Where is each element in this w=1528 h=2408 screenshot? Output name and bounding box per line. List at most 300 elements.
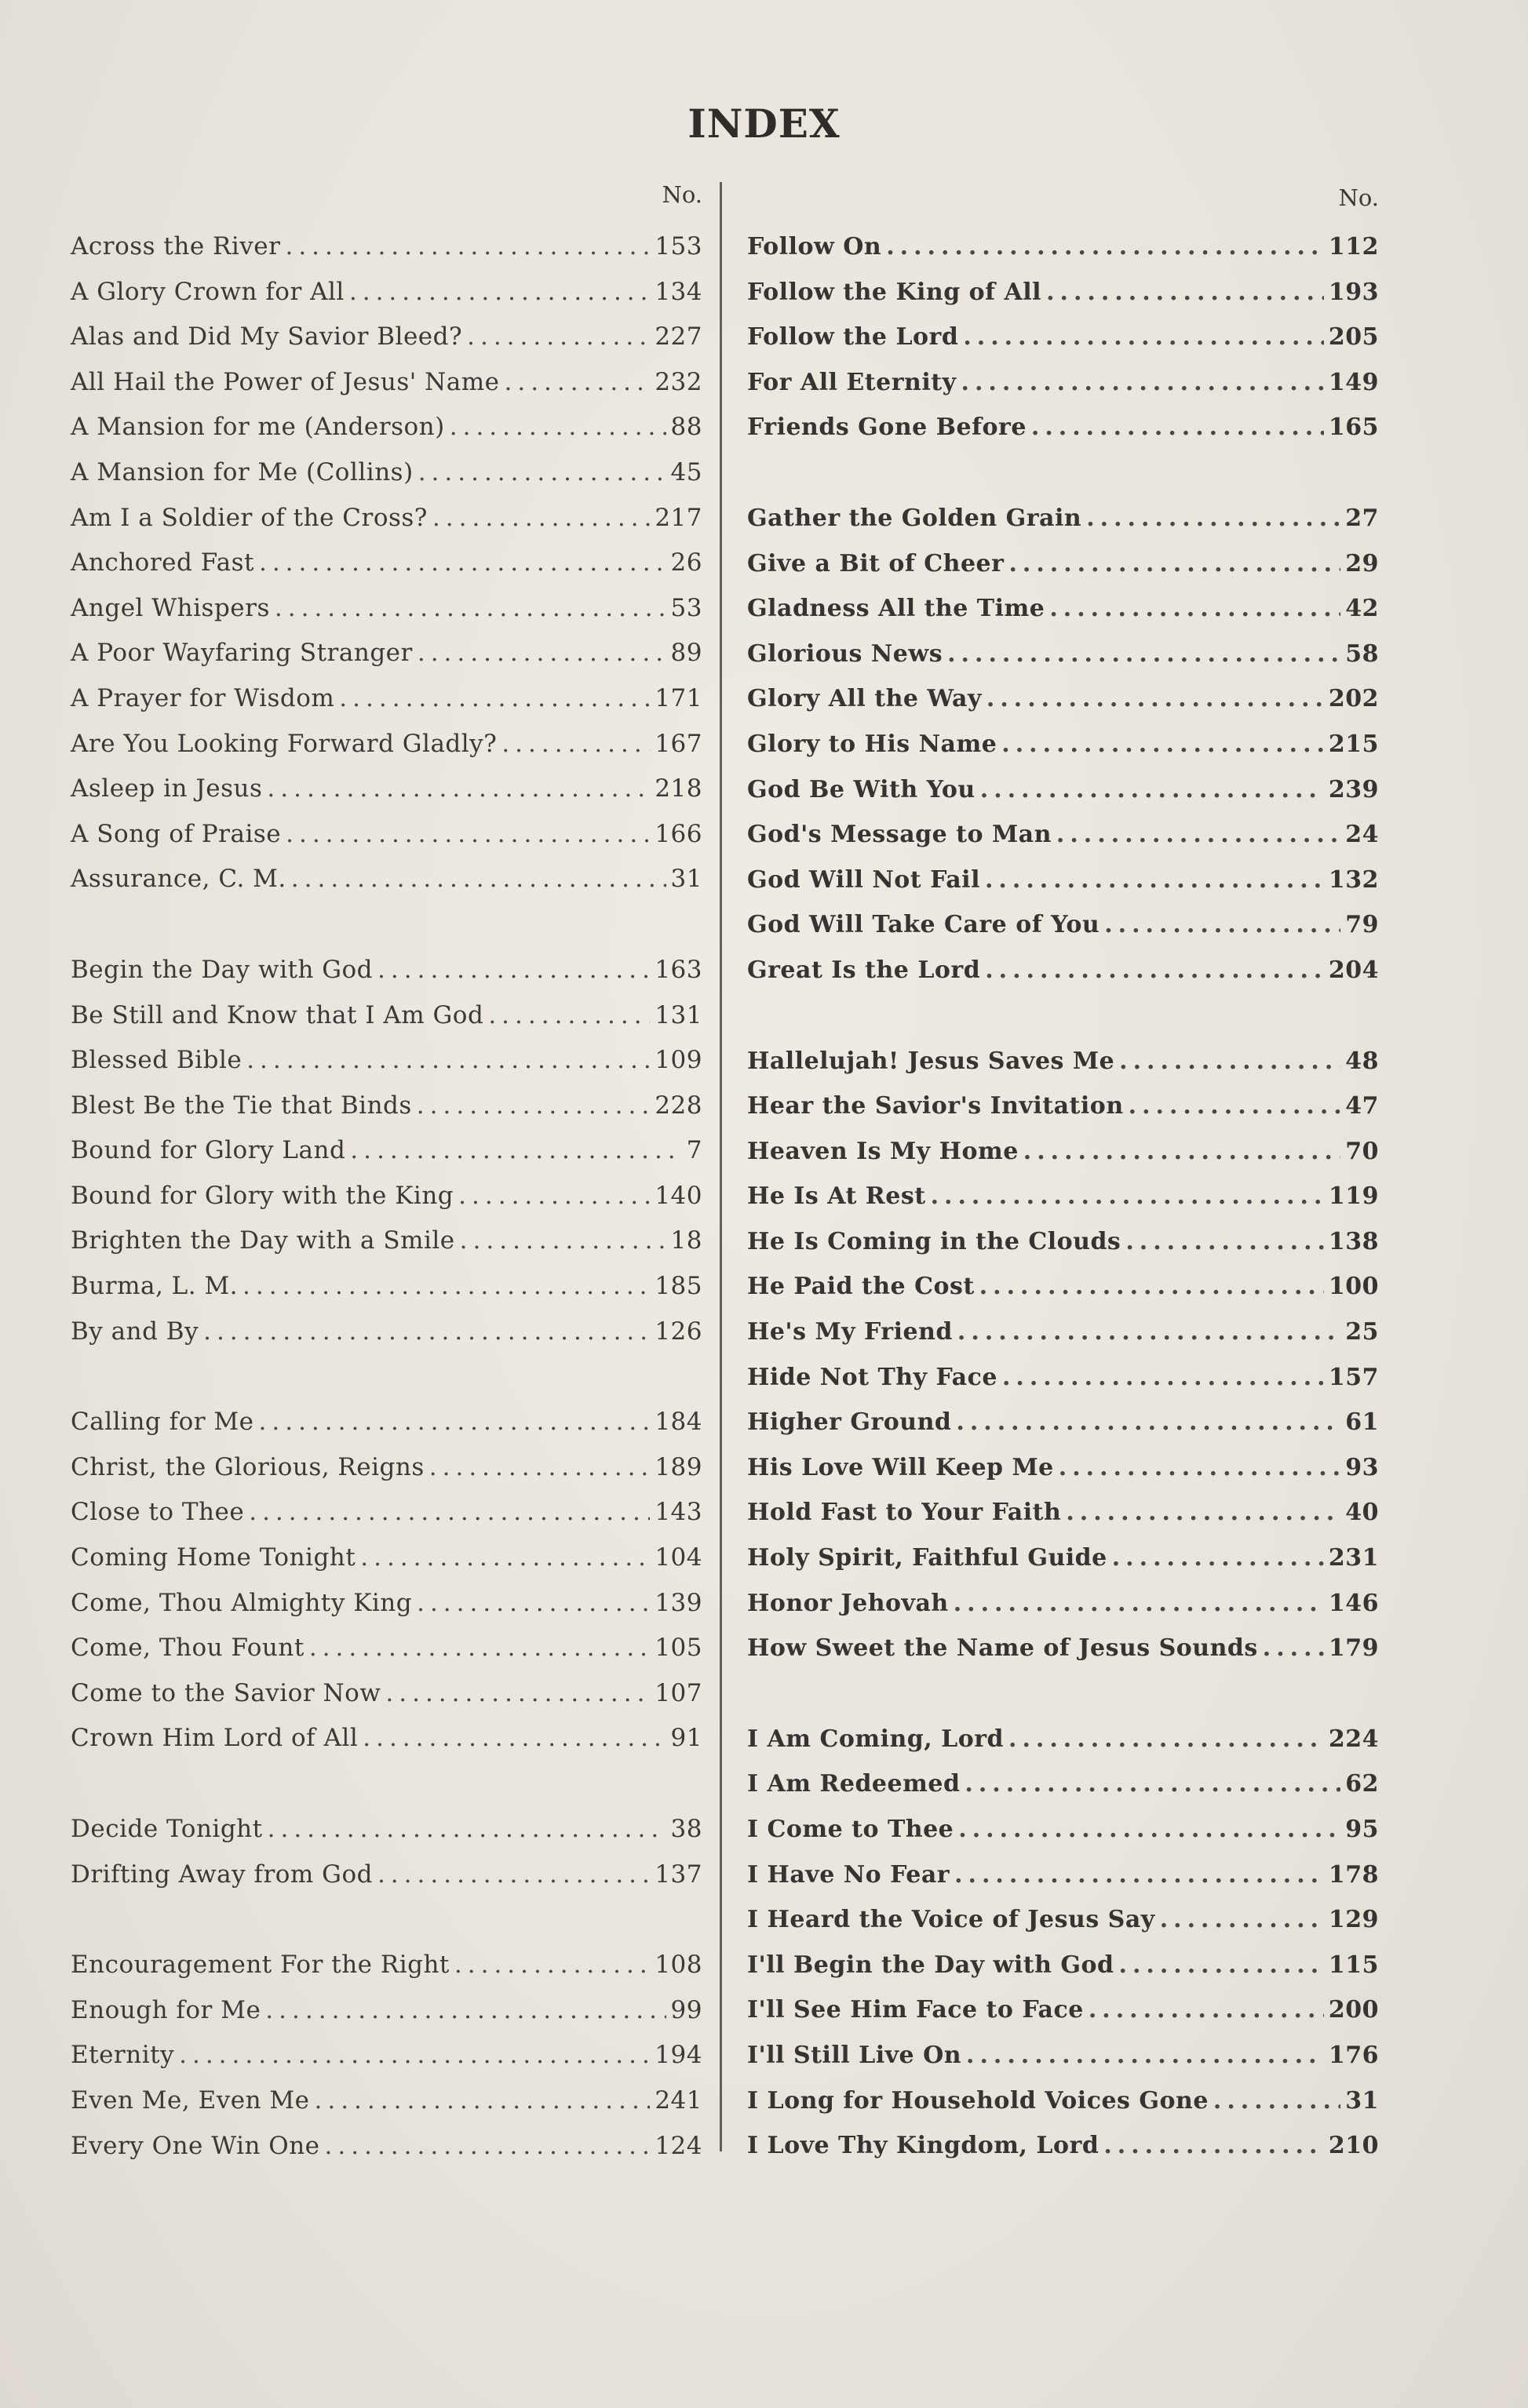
index-entry bbox=[71, 631, 702, 676]
hymn-title: A Prayer for Wisdom bbox=[71, 683, 335, 712]
index-letter-group bbox=[71, 1943, 702, 2169]
hymn-number: 239 bbox=[1328, 775, 1379, 803]
dot-leader bbox=[954, 1581, 1324, 1627]
index-entry bbox=[747, 586, 1379, 632]
index-entry bbox=[747, 1987, 1379, 2033]
hymn-number: 163 bbox=[655, 955, 702, 984]
dot-leader bbox=[1263, 1626, 1324, 1671]
hymn-title: A Glory Crown for All bbox=[71, 277, 345, 306]
hymn-title: Encouragement For the Right bbox=[71, 1951, 450, 1980]
index-entry bbox=[747, 1400, 1379, 1445]
dot-leader bbox=[325, 2124, 651, 2169]
index-entry bbox=[71, 1716, 702, 1761]
dot-leader bbox=[377, 948, 650, 993]
hymn-title: He Paid the Cost bbox=[747, 1273, 975, 1301]
hymn-title: His Love Will Keep Me bbox=[747, 1453, 1054, 1481]
dot-leader bbox=[947, 632, 1340, 677]
hymn-number: 171 bbox=[655, 683, 702, 712]
dot-leader bbox=[1008, 1717, 1324, 1762]
hymn-title: Gather the Golden Grain bbox=[747, 504, 1082, 532]
hymn-title: Every One Win One bbox=[71, 2131, 320, 2160]
dot-leader bbox=[418, 450, 666, 496]
dot-leader bbox=[458, 1174, 650, 1219]
column-divider bbox=[720, 182, 722, 2151]
hymn-title: I Come to Thee bbox=[747, 1816, 954, 1843]
hymn-title: Close to Thee bbox=[71, 1498, 245, 1527]
hymn-number: 149 bbox=[1328, 368, 1379, 396]
dot-leader bbox=[360, 1536, 650, 1581]
dot-leader bbox=[203, 1310, 650, 1355]
hymn-number: 115 bbox=[1328, 1951, 1379, 1979]
hymn-number: 178 bbox=[1328, 1860, 1379, 1889]
hymn-number: 200 bbox=[1328, 1996, 1379, 2024]
dot-leader bbox=[986, 676, 1324, 722]
index-entry bbox=[747, 1129, 1379, 1175]
hymn-title: He Is At Rest bbox=[747, 1182, 926, 1211]
index-entry bbox=[71, 1988, 702, 2034]
dot-leader bbox=[349, 270, 650, 315]
hymn-number: 124 bbox=[655, 2131, 702, 2160]
index-entry bbox=[747, 224, 1379, 270]
hymn-title: Come to the Savior Now bbox=[71, 1678, 381, 1707]
index-entry bbox=[71, 1310, 702, 1355]
index-entry bbox=[71, 676, 702, 722]
hymn-title: God Be With You bbox=[747, 775, 976, 803]
hymn-title: Hide Not Thy Face bbox=[747, 1363, 997, 1391]
hymn-title: Assurance, C. M. bbox=[71, 865, 286, 894]
hymn-title: Holy Spirit, Faithful Guide bbox=[747, 1544, 1107, 1572]
hymn-title: Glorious News bbox=[747, 639, 943, 668]
dot-leader bbox=[1046, 270, 1324, 315]
dot-leader bbox=[179, 2033, 650, 2078]
dot-leader bbox=[291, 857, 666, 902]
dot-leader bbox=[339, 676, 650, 722]
index-entry bbox=[71, 857, 702, 902]
hymn-title: Coming Home Tonight bbox=[71, 1543, 356, 1572]
index-entry bbox=[71, 1445, 702, 1491]
dot-leader bbox=[385, 1671, 650, 1717]
dot-leader bbox=[980, 767, 1324, 813]
index-entry bbox=[71, 1084, 702, 1129]
index-entry bbox=[71, 1128, 702, 1174]
hymn-number: 228 bbox=[655, 1091, 702, 1120]
dot-leader bbox=[1104, 902, 1340, 948]
index-entry bbox=[747, 1219, 1379, 1265]
hymn-number: 53 bbox=[670, 593, 702, 622]
hymn-title: Am I a Soldier of the Cross? bbox=[71, 503, 428, 532]
dot-leader bbox=[315, 2078, 651, 2124]
hymn-number: 62 bbox=[1345, 1770, 1379, 1798]
index-entry bbox=[747, 722, 1379, 767]
hymn-title: Begin the Day with God bbox=[71, 955, 374, 984]
dot-leader bbox=[417, 1084, 651, 1129]
index-entry bbox=[71, 224, 702, 270]
dot-leader bbox=[377, 1852, 650, 1898]
hymn-number: 189 bbox=[655, 1452, 702, 1481]
hymn-title: Anchored Fast bbox=[71, 548, 254, 577]
hymn-number: 70 bbox=[1345, 1137, 1379, 1165]
group-gap bbox=[71, 1761, 702, 1807]
group-gap bbox=[747, 450, 1379, 496]
hymn-number: 126 bbox=[655, 1317, 702, 1346]
hymn-number: 129 bbox=[1328, 1906, 1379, 1934]
hymn-title: Drifting Away from God bbox=[71, 1860, 373, 1889]
hymn-title: Honor Jehovah bbox=[747, 1589, 949, 1617]
dot-leader bbox=[1119, 1943, 1324, 1988]
column-header-no: No. bbox=[1338, 184, 1379, 211]
dot-leader bbox=[259, 1400, 651, 1445]
hymn-title: I'll Still Live On bbox=[747, 2041, 962, 2069]
index-entry bbox=[747, 2033, 1379, 2078]
hymn-number: 137 bbox=[655, 1860, 702, 1889]
index-entry bbox=[71, 405, 702, 450]
index-entry bbox=[71, 812, 702, 858]
index-entry bbox=[71, 1626, 702, 1671]
hymn-title: I Have No Fear bbox=[747, 1860, 950, 1889]
hymn-number: 184 bbox=[655, 1408, 702, 1437]
dot-leader bbox=[958, 1807, 1340, 1852]
hymn-number: 185 bbox=[655, 1272, 702, 1301]
hymn-title: For All Eternity bbox=[747, 368, 957, 396]
dot-leader bbox=[467, 315, 650, 360]
hymn-title: A Poor Wayfaring Stranger bbox=[71, 639, 413, 668]
index-entry bbox=[71, 948, 702, 993]
dot-leader bbox=[432, 496, 650, 541]
index-entry bbox=[747, 1897, 1379, 1943]
index-entry bbox=[71, 586, 702, 632]
dot-leader bbox=[418, 631, 666, 676]
dot-leader bbox=[965, 1761, 1340, 1807]
hymn-number: 108 bbox=[655, 1951, 702, 1980]
dot-leader bbox=[246, 1038, 650, 1084]
index-entry bbox=[747, 405, 1379, 450]
index-entry bbox=[747, 1626, 1379, 1671]
hymn-number: 61 bbox=[1345, 1408, 1379, 1437]
hymn-title: Glory All the Way bbox=[747, 685, 982, 713]
hymn-number: 140 bbox=[655, 1181, 702, 1210]
hymn-number: 45 bbox=[670, 457, 702, 486]
dot-leader bbox=[985, 948, 1324, 993]
hymn-title: Higher Ground bbox=[747, 1408, 952, 1437]
hymn-title: Be Still and Know that I Am God bbox=[71, 1000, 484, 1029]
dot-leader bbox=[454, 1943, 650, 1988]
dot-leader bbox=[350, 1128, 681, 1174]
hymn-number: 241 bbox=[655, 2086, 702, 2115]
dot-leader bbox=[1125, 1219, 1324, 1265]
index-entry bbox=[71, 360, 702, 406]
index-entry bbox=[747, 360, 1379, 406]
index-entry bbox=[747, 858, 1379, 903]
hymn-number: 231 bbox=[1328, 1544, 1379, 1572]
hymn-title: Asleep in Jesus bbox=[71, 774, 263, 803]
hymn-number: 224 bbox=[1328, 1725, 1379, 1753]
hymn-title: How Sweet the Name of Jesus Sounds bbox=[747, 1634, 1258, 1663]
hymn-number: 26 bbox=[670, 548, 702, 577]
dot-leader bbox=[268, 1807, 666, 1852]
index-column-left bbox=[71, 179, 702, 2169]
dot-leader bbox=[954, 1852, 1324, 1898]
dot-leader bbox=[1066, 1490, 1340, 1536]
hymn-number: 88 bbox=[670, 413, 702, 442]
hymn-number: 27 bbox=[1345, 504, 1379, 532]
index-entry bbox=[71, 2124, 702, 2169]
index-entry bbox=[71, 722, 702, 767]
hymn-number: 218 bbox=[655, 774, 702, 803]
index-entry bbox=[71, 1490, 702, 1536]
hymn-number: 7 bbox=[686, 1136, 702, 1165]
dot-leader bbox=[285, 224, 650, 270]
group-gap bbox=[71, 1354, 702, 1400]
hymn-number: 48 bbox=[1345, 1047, 1379, 1075]
index-entry bbox=[747, 541, 1379, 587]
hymn-number: 143 bbox=[655, 1498, 702, 1527]
dot-leader bbox=[429, 1445, 651, 1491]
hymn-title: Follow On bbox=[747, 233, 882, 260]
hymn-number: 89 bbox=[670, 639, 702, 668]
hymn-title: Hear the Savior's Invitation bbox=[747, 1092, 1124, 1120]
hymn-title: Brighten the Day with a Smile bbox=[71, 1226, 455, 1255]
hymn-title: I Heard the Voice of Jesus Say bbox=[747, 1906, 1155, 1934]
hymn-title: Are You Looking Forward Gladly? bbox=[71, 729, 498, 758]
dot-leader bbox=[961, 360, 1324, 406]
hymn-number: 227 bbox=[655, 322, 702, 352]
index-entry bbox=[71, 270, 702, 315]
hymn-title: I Am Redeemed bbox=[747, 1770, 961, 1798]
index-entry bbox=[747, 2078, 1379, 2124]
index-entry bbox=[747, 1174, 1379, 1219]
index-entry bbox=[71, 1852, 702, 1898]
hymn-number: 194 bbox=[655, 2041, 702, 2070]
hymn-number: 210 bbox=[1328, 2132, 1379, 2160]
hymn-number: 29 bbox=[1345, 549, 1379, 577]
index-entry bbox=[747, 948, 1379, 993]
hymn-number: 93 bbox=[1345, 1453, 1379, 1481]
hymn-number: 24 bbox=[1345, 821, 1379, 849]
index-entry bbox=[747, 1943, 1379, 1988]
hymn-title: God Will Not Fail bbox=[747, 865, 980, 894]
dot-leader bbox=[1129, 1084, 1341, 1129]
hymn-number: 95 bbox=[1345, 1816, 1379, 1843]
dot-leader bbox=[1001, 722, 1324, 767]
dot-leader bbox=[1023, 1129, 1340, 1175]
index-entry bbox=[747, 1581, 1379, 1627]
index-entry bbox=[747, 1761, 1379, 1807]
hymn-title: Across the River bbox=[71, 232, 281, 260]
hymn-title: Bound for Glory with the King bbox=[71, 1181, 454, 1210]
hymn-number: 100 bbox=[1328, 1273, 1379, 1301]
hymn-title: Bound for Glory Land bbox=[71, 1136, 346, 1165]
hymn-number: 157 bbox=[1328, 1363, 1379, 1391]
hymn-number: 58 bbox=[1345, 639, 1379, 668]
index-entry bbox=[747, 676, 1379, 722]
hymn-number: 202 bbox=[1328, 685, 1379, 713]
hymn-number: 167 bbox=[655, 729, 702, 758]
dot-leader bbox=[1112, 1536, 1324, 1581]
index-entry bbox=[747, 1310, 1379, 1355]
index-entry bbox=[71, 1536, 702, 1581]
index-entry bbox=[747, 767, 1379, 813]
hymn-number: 179 bbox=[1328, 1634, 1379, 1663]
index-entry bbox=[747, 1084, 1379, 1129]
index-entry bbox=[71, 2033, 702, 2078]
index-entry bbox=[71, 541, 702, 586]
dot-leader bbox=[504, 360, 650, 406]
hymn-title: He's My Friend bbox=[747, 1318, 953, 1346]
index-entry bbox=[747, 1039, 1379, 1084]
dot-leader bbox=[966, 2033, 1324, 2078]
index-letter-group bbox=[71, 1400, 702, 1761]
hymn-number: 215 bbox=[1328, 730, 1379, 758]
dot-leader bbox=[1008, 541, 1340, 587]
hymn-number: 112 bbox=[1328, 233, 1379, 260]
hymn-title: Glory to His Name bbox=[747, 730, 997, 758]
hymn-title: He Is Coming in the Clouds bbox=[747, 1227, 1121, 1255]
dot-leader bbox=[309, 1626, 651, 1671]
dot-leader bbox=[979, 1264, 1324, 1310]
dot-leader bbox=[249, 1490, 650, 1536]
index-entry bbox=[747, 1536, 1379, 1581]
dot-leader bbox=[1160, 1897, 1324, 1943]
dot-leader bbox=[267, 767, 650, 812]
hymn-number: 31 bbox=[670, 865, 702, 894]
dot-leader bbox=[243, 1264, 650, 1310]
hymn-title: God Will Take Care of You bbox=[747, 911, 1100, 939]
index-entry bbox=[71, 1264, 702, 1310]
index-letter-group bbox=[71, 1807, 702, 1897]
index-entry bbox=[71, 1174, 702, 1219]
index-entry bbox=[71, 1807, 702, 1852]
hymn-number: 153 bbox=[655, 232, 702, 260]
hymn-title: I'll Begin the Day with God bbox=[747, 1951, 1114, 1979]
index-entry bbox=[747, 812, 1379, 858]
dot-leader bbox=[1049, 586, 1340, 632]
hymn-number: 107 bbox=[655, 1678, 702, 1707]
dot-leader bbox=[259, 541, 666, 586]
index-letter-group bbox=[71, 224, 702, 902]
index-entry bbox=[747, 496, 1379, 541]
index-letter-group bbox=[747, 1717, 1379, 2169]
index-entry bbox=[747, 270, 1379, 315]
hymn-number: 25 bbox=[1345, 1318, 1379, 1346]
dot-leader bbox=[460, 1219, 666, 1264]
index-entry bbox=[71, 1038, 702, 1084]
hymn-title: Decide Tonight bbox=[71, 1815, 263, 1843]
index-letter-group bbox=[71, 948, 702, 1354]
dot-leader bbox=[363, 1716, 666, 1761]
index-entry bbox=[747, 1355, 1379, 1401]
dot-leader bbox=[957, 1310, 1340, 1355]
dot-leader bbox=[417, 1581, 650, 1627]
dot-leader bbox=[1119, 1039, 1340, 1084]
index-entry bbox=[747, 1490, 1379, 1536]
hymn-title: I Am Coming, Lord bbox=[747, 1725, 1005, 1753]
index-entry bbox=[747, 632, 1379, 677]
hymn-number: 132 bbox=[1328, 865, 1379, 894]
hymn-title: Even Me, Even Me bbox=[71, 2086, 310, 2115]
index-entry bbox=[71, 1671, 702, 1717]
index-entry bbox=[747, 1717, 1379, 1762]
hymn-title: Angel Whispers bbox=[71, 593, 270, 622]
dot-leader bbox=[501, 722, 650, 767]
hymn-title: Follow the King of All bbox=[747, 278, 1042, 306]
hymn-title: God's Message to Man bbox=[747, 821, 1052, 849]
hymn-title: Blest Be the Tie that Binds bbox=[71, 1091, 412, 1120]
group-gap bbox=[71, 1897, 702, 1943]
hymn-title: By and By bbox=[71, 1317, 199, 1346]
dot-leader bbox=[1086, 496, 1340, 541]
hymn-number: 205 bbox=[1328, 323, 1379, 352]
index-entry bbox=[71, 1943, 702, 1988]
hymn-number: 146 bbox=[1328, 1589, 1379, 1617]
index-entry bbox=[71, 767, 702, 812]
index-entry bbox=[71, 993, 702, 1039]
dot-leader bbox=[275, 586, 666, 632]
hymn-number: 138 bbox=[1328, 1227, 1379, 1255]
hymn-title: Alas and Did My Savior Bleed? bbox=[71, 322, 463, 352]
index-entry bbox=[71, 2078, 702, 2124]
hymn-title: Come, Thou Almighty King bbox=[71, 1588, 413, 1617]
hymn-title: Eternity bbox=[71, 2041, 175, 2070]
dot-leader bbox=[265, 1988, 666, 2034]
hymn-number: 104 bbox=[655, 1543, 702, 1572]
hymn-title: A Mansion for Me (Collins) bbox=[71, 457, 414, 486]
hymn-number: 99 bbox=[670, 1995, 702, 2024]
dot-leader bbox=[450, 405, 666, 450]
hymn-title: Hold Fast to Your Faith bbox=[747, 1499, 1062, 1527]
hymn-number: 105 bbox=[655, 1634, 702, 1663]
hymn-number: 109 bbox=[655, 1046, 702, 1075]
index-entry bbox=[71, 1400, 702, 1445]
dot-leader bbox=[1213, 2078, 1340, 2124]
hymn-number: 134 bbox=[655, 277, 702, 306]
index-entry bbox=[747, 902, 1379, 948]
dot-leader bbox=[1089, 1987, 1324, 2033]
hymn-number: 119 bbox=[1328, 1182, 1379, 1211]
hymn-title: Heaven Is My Home bbox=[747, 1137, 1019, 1165]
dot-leader bbox=[963, 315, 1324, 360]
hymn-number: 38 bbox=[670, 1815, 702, 1843]
hymn-title: Follow the Lord bbox=[747, 323, 959, 352]
index-entry bbox=[747, 1264, 1379, 1310]
hymn-number: 31 bbox=[1345, 2086, 1379, 2115]
hymn-title: Burma, L. M. bbox=[71, 1272, 239, 1301]
index-entry bbox=[71, 315, 702, 360]
dot-leader bbox=[1031, 405, 1324, 450]
hymn-number: 91 bbox=[670, 1724, 702, 1753]
hymn-number: 165 bbox=[1328, 413, 1379, 442]
hymn-title: I Long for Household Voices Gone bbox=[747, 2086, 1209, 2115]
dot-leader bbox=[1056, 812, 1340, 858]
index-letter-group bbox=[747, 1039, 1379, 1671]
index-entry bbox=[747, 315, 1379, 360]
hymn-title: Friends Gone Before bbox=[747, 413, 1027, 442]
hymn-number: 139 bbox=[655, 1588, 702, 1617]
index-letter-group bbox=[747, 224, 1379, 450]
index-entry bbox=[71, 1219, 702, 1264]
hymn-number: 40 bbox=[1345, 1499, 1379, 1527]
dot-leader bbox=[1002, 1355, 1324, 1401]
index-column-right bbox=[747, 179, 1379, 2169]
hymn-title: Christ, the Glorious, Reigns bbox=[71, 1452, 425, 1481]
index-entry bbox=[747, 1445, 1379, 1491]
hymn-number: 166 bbox=[655, 819, 702, 848]
hymn-number: 217 bbox=[655, 503, 702, 532]
hymn-title: Blessed Bible bbox=[71, 1046, 243, 1075]
hymn-title: Great Is the Lord bbox=[747, 956, 981, 984]
hymn-title: Enough for Me bbox=[71, 1995, 261, 2024]
hymn-number: 18 bbox=[670, 1226, 702, 1255]
hymn-number: 47 bbox=[1345, 1092, 1379, 1120]
